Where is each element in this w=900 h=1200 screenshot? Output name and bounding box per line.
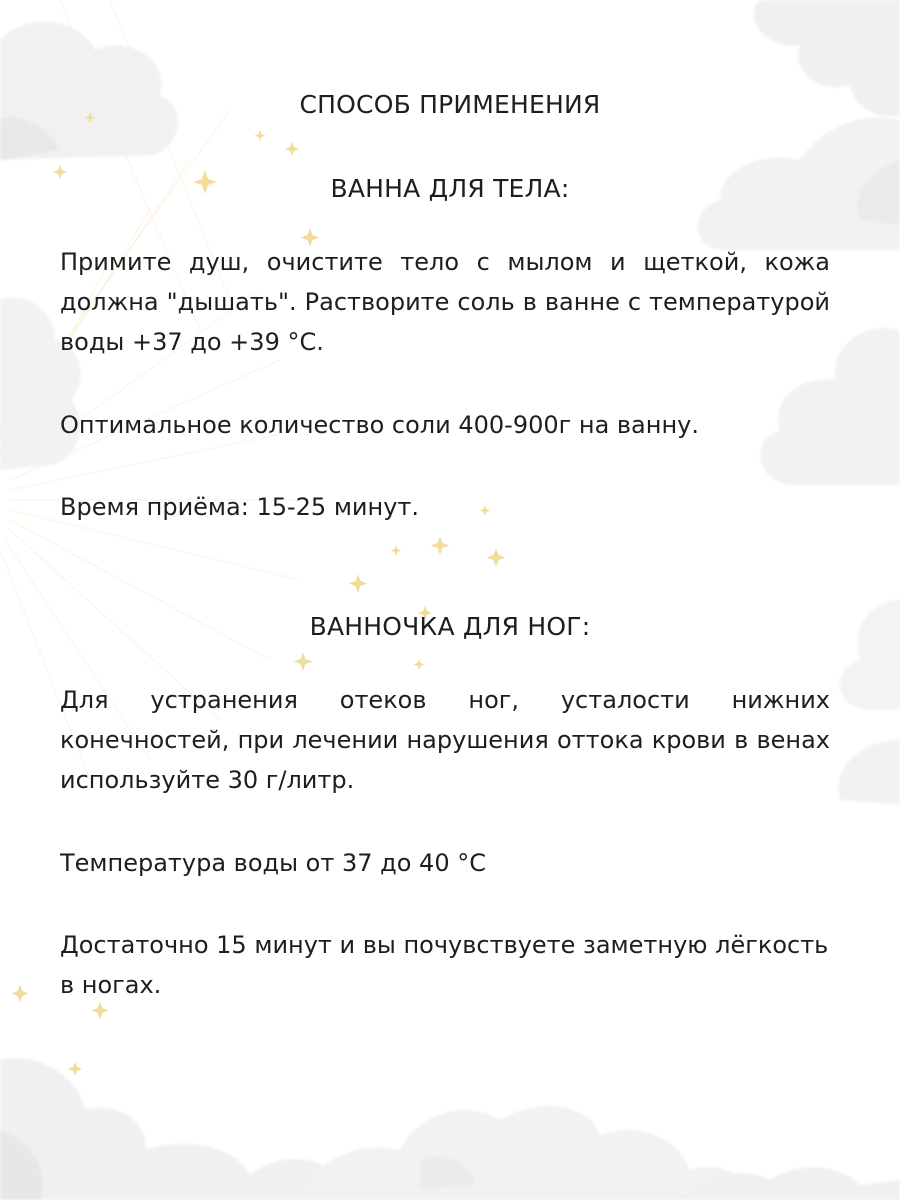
foot-bath-result: Достаточно 15 минут и вы почувствуете заметную лёгкость в ногах. (60, 931, 829, 999)
body-bath-duration: Время приёма: 15-25 минут. (60, 493, 420, 521)
section-heading-foot-bath: ВАННОЧКА ДЛЯ НОГ: (309, 612, 591, 641)
body-bath-salt-amount: Оптимальное количество соли 400-900г на ванну. (60, 411, 699, 439)
body-bath-instructions: Примите душ, очистите тело с мылом и щеткой, кожа должна "дышать". Растворите соль в ванне с температурой воды +37 до +39 °С. (60, 248, 830, 356)
section-heading-body-bath: ВАННА ДЛЯ ТЕЛА: (330, 174, 570, 203)
page-title: СПОСОБ ПРИМЕНЕНИЯ (299, 90, 601, 119)
foot-bath-temperature: Температура воды от 37 до 40 °С (60, 849, 486, 877)
foot-bath-instructions: Для устранения отеков ног, усталости нижних конечностей, при лечении нарушения оттока крови в венах используйте 30 г/литр. (60, 686, 830, 794)
